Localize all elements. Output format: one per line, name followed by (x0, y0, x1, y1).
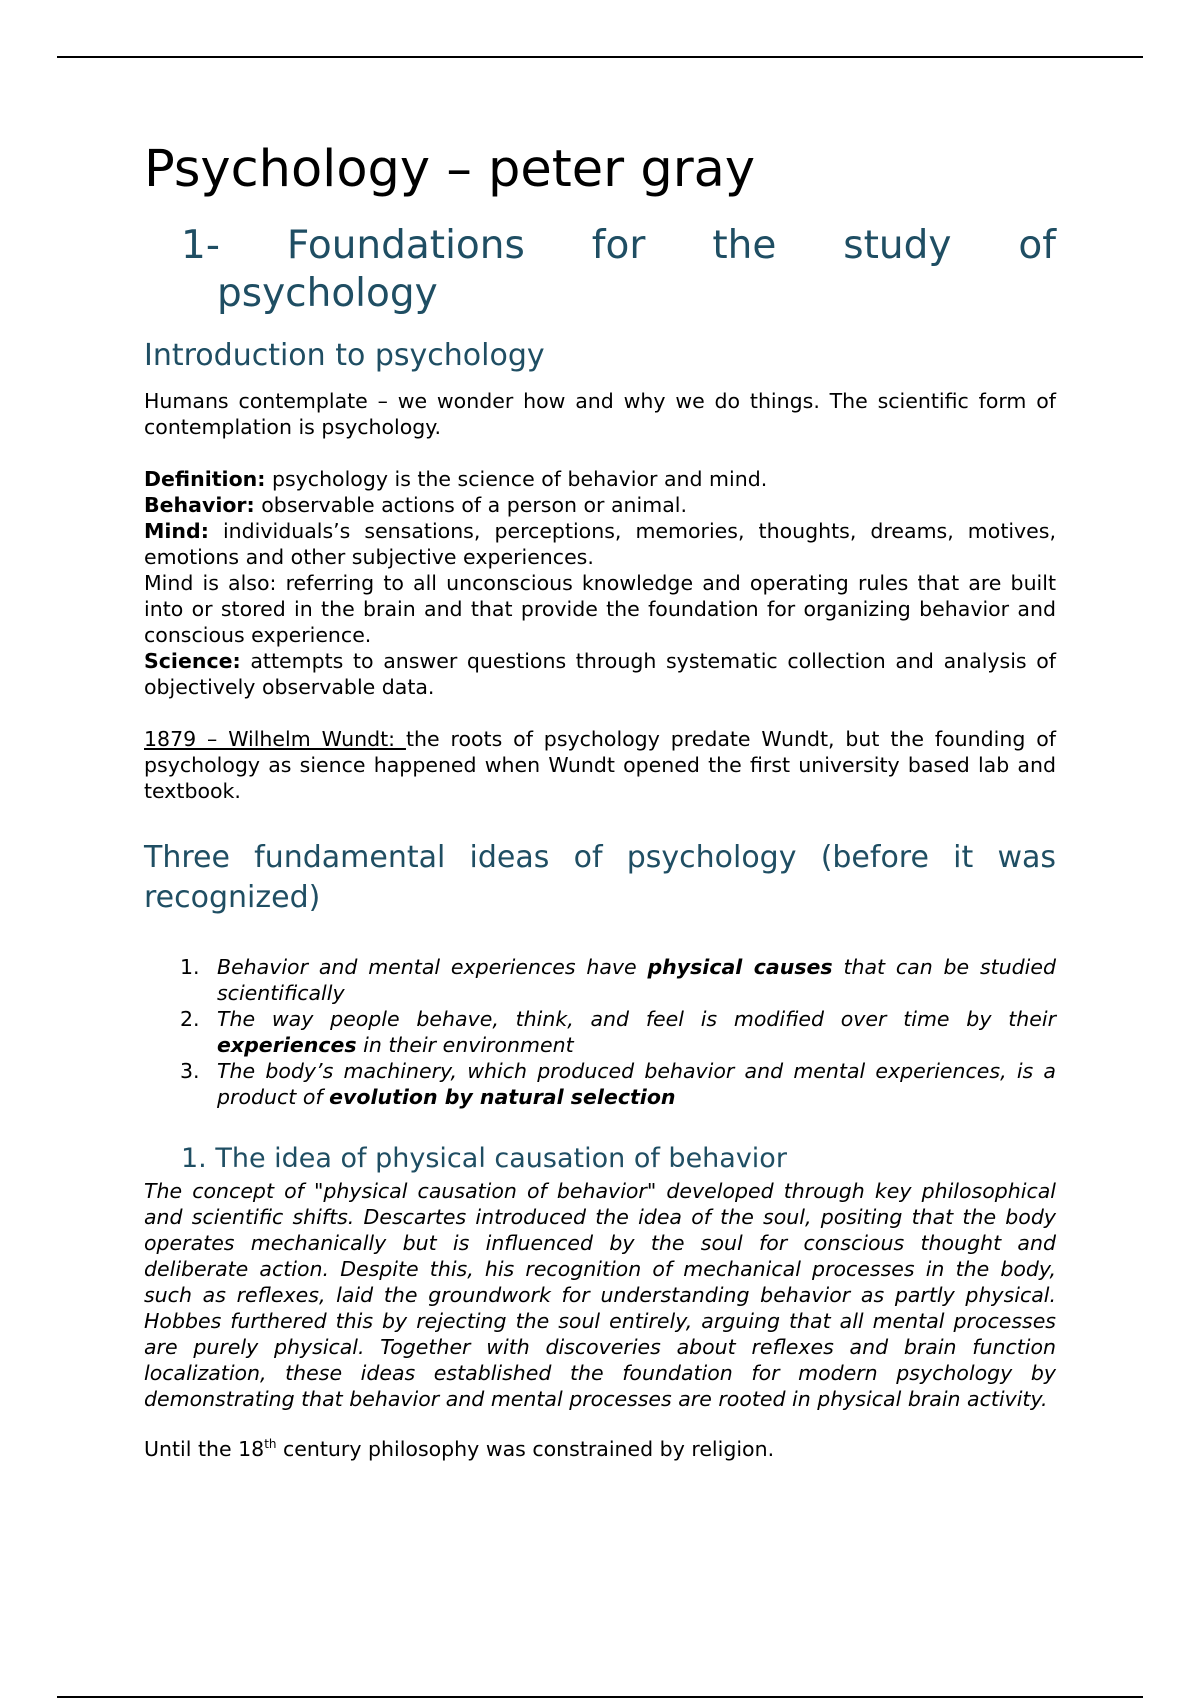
wundt-label: 1879 – Wilhelm Wundt: (144, 727, 406, 751)
list-item-number: 2. (180, 1007, 200, 1031)
intro-heading: Introduction to psychology (144, 338, 545, 373)
ideas-list (144, 954, 1056, 1110)
mind-line (144, 518, 1056, 570)
mind-also-line: Mind is also: referring to all unconscious knowledge and operating rules that are built into or stored in the brain and that provide the foundation for organizing behavior and conscious experience. (144, 571, 1056, 647)
footer-rule (57, 1696, 1143, 1698)
wundt-paragraph (144, 726, 1056, 804)
list-item-text: that can be studied scientifically (217, 955, 1056, 1005)
definition-label: Definition: (144, 467, 266, 491)
behavior-line (144, 492, 1056, 518)
definition-line (144, 466, 1056, 492)
list-item-number: 3. (180, 1059, 200, 1083)
list-item-text: The way people behave, think, and feel is modified over time by their (217, 1007, 1056, 1031)
chapter-word: of (1018, 223, 1056, 268)
until-text: Until the 18 (144, 1437, 265, 1461)
chapter-number: 1- (181, 223, 220, 268)
document-page (144, 140, 1056, 1462)
until-superscript: th (264, 1437, 277, 1452)
chapter-heading-line1 (181, 222, 1056, 270)
list-item (144, 1006, 1056, 1058)
chapter-word: Foundations (286, 223, 525, 268)
list-item-text: in their environment (356, 1033, 574, 1057)
list-item-emphasis: evolution by natural selection (329, 1085, 676, 1109)
wundt-text: the roots of psychology predate Wundt, but the founding of psychology as sience happened when Wundt opened the first university based lab and textbook. (144, 727, 1056, 803)
behavior-text: observable actions of a person or animal. (254, 493, 687, 517)
science-label: Science: (144, 649, 241, 673)
list-item (144, 954, 1056, 1006)
list-item-text: Behavior and mental experiences have (217, 955, 648, 979)
chapter-heading-line2: psychology (217, 271, 438, 316)
intro-paragraph: Humans contemplate – we wonder how and why we do things. The scientific form of contemplation is psychology. (144, 389, 1056, 439)
definitions-block (144, 466, 1056, 700)
header-rule (57, 56, 1143, 58)
until-paragraph (144, 1436, 1056, 1462)
until-text: century philosophy was constrained by religion. (276, 1437, 775, 1461)
list-item-emphasis: experiences (217, 1033, 357, 1057)
behavior-label: Behavior: (144, 493, 255, 517)
ideas-heading: Three fundamental ideas of psychology (before it was recognized) (144, 840, 1056, 915)
definition-text: psychology is the science of behavior and mind. (265, 467, 768, 491)
list-item-text: The body’s machinery, which produced behavior and mental experiences, is a product of (217, 1059, 1056, 1109)
list-item-number: 1. (180, 955, 200, 979)
document-title: Psychology – peter gray (144, 140, 756, 199)
chapter-word: the (712, 223, 777, 268)
mind-text: individuals’s sensations, perceptions, memories, thoughts, dreams, motives, emotions and other subjective experiences. (144, 519, 1056, 569)
list-item-emphasis: physical causes (647, 955, 833, 979)
list-item (144, 1058, 1056, 1110)
causation-heading: 1. The idea of physical causation of behavior (181, 1143, 787, 1174)
causation-paragraph: The concept of "physical causation of behavior" developed through key philosophical and scientific shifts. Descartes introduced the idea of the soul, positing that the body operates mechanically but is influenced by the soul for conscious thought and deliberate action. Despite this, his recognition of mechanical processes in the body, such as reflexes, laid the groundwork for understanding behavior as partly physical. Hobbes furthered this by rejecting the soul entirely, arguing that all mental processes are purely physical. Together with discoveries about reflexes and brain function localization, these ideas established the foundation for modern psychology by demonstrating that behavior and mental processes are rooted in physical brain activity. (144, 1179, 1056, 1411)
science-line (144, 648, 1056, 700)
chapter-heading (144, 222, 1056, 318)
chapter-word: study (843, 223, 952, 268)
chapter-word: for (591, 223, 646, 268)
mind-label: Mind: (144, 519, 209, 543)
science-text: attempts to answer questions through systematic collection and analysis of objectively observable data. (144, 649, 1056, 699)
